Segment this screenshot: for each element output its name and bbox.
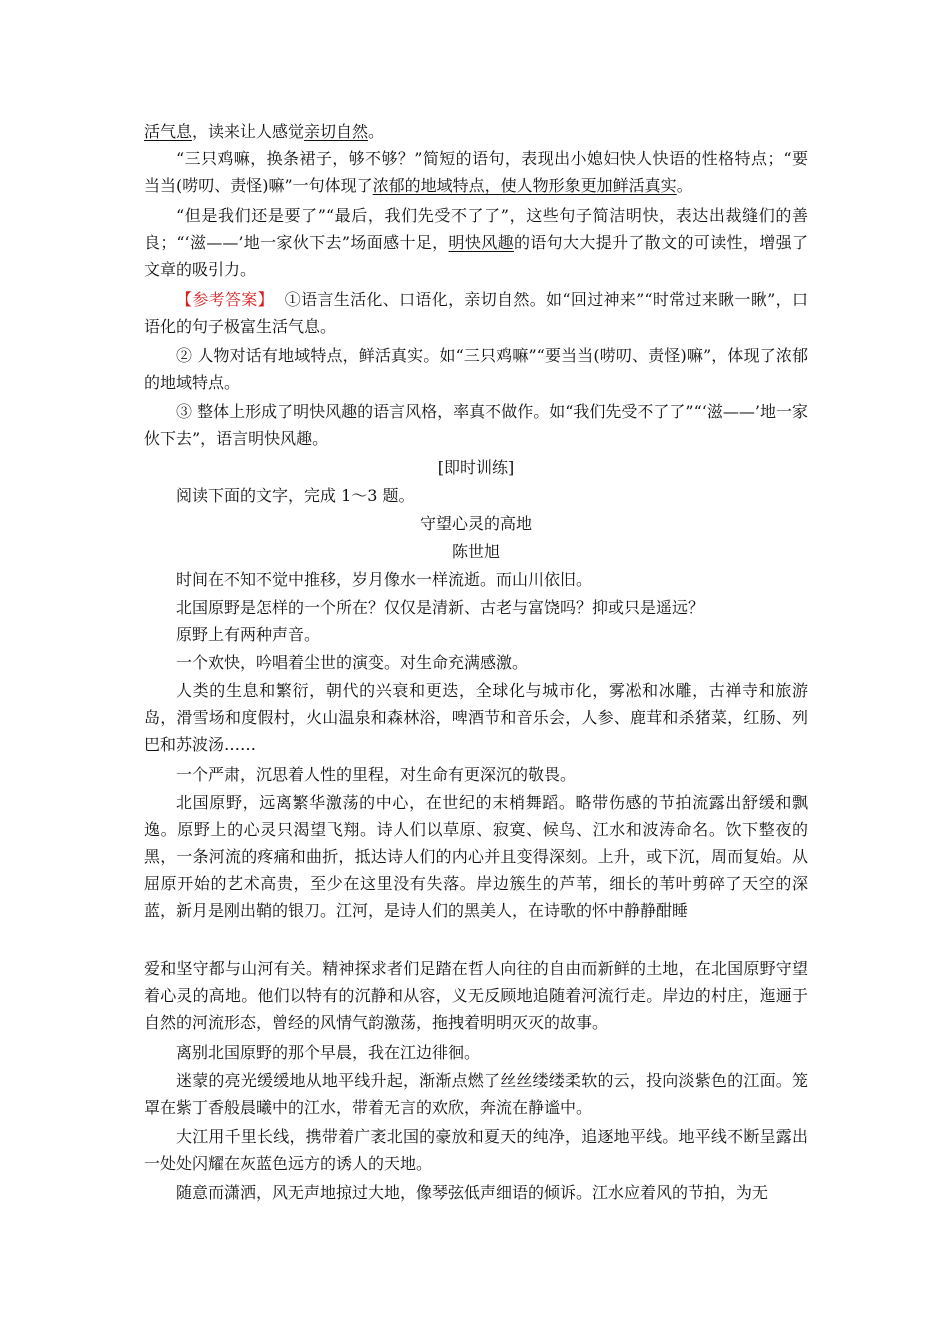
underlined-phrase: 浓郁的地域特点，使人物形象更加鲜活真实 <box>372 176 677 195</box>
article-title: 守望心灵的高地 <box>419 514 532 533</box>
underlined-phrase: 活气息 <box>144 122 193 141</box>
article-author: 陈世旭 <box>451 542 500 561</box>
article-paragraph-continued: 爱和坚守都与山河有关。精神探求者们足踏在哲人向往的自由而新鲜的土地，在北国原野守望着心灵的高地。他们以特有的沉静和从容，义无反顾地追随着河流行走。岸边的村庄，迤逦于自然的河流形态，曾经的风情气韵激荡，拖拽着明明灭灭的故事。 <box>144 959 808 1032</box>
answer-item-1 <box>144 286 808 340</box>
text-run: ①语言生活化、口语化，亲切自然。如“回过神来”“时常过来瞅一瞅”，口语化的句子极富生活气息。 <box>144 290 808 336</box>
article-paragraph: 离别北国原野的那个早晨，我在江边徘徊。 <box>176 1043 481 1062</box>
article-paragraph: 人类的生息和繁衍，朝代的兴衰和更迭，全球化与城市化，雾凇和冰雕，古禅寺和旅游岛，滑雪场和度假村，火山温泉和森林浴，啤酒节和音乐会，人参、鹿茸和杀猪菜，红肠、列巴和苏波汤…… <box>144 681 808 754</box>
section-title: [即时训练] <box>437 458 515 477</box>
article-paragraph: 北国原野是怎样的一个所在？仅仅是清新、古老与富饶吗？抑或只是遥远？ <box>176 598 705 617</box>
article-paragraph: 迷蒙的亮光缓缓地从地平线升起，渐渐点燃了丝丝缕缕柔软的云，投向淡紫色的江面。笼罩在紫丁香般晨曦中的江水，带着无言的欢欣，奔流在静谧中。 <box>144 1071 808 1117</box>
article-paragraph: 一个欢快，吟唱着尘世的演变。对生命充满感激。 <box>176 653 529 672</box>
answer-item-3: ③ 整体上形成了明快风趣的语言风格，率真不做作。如“我们先受不了了”“‘滋——’地一家伙下去”，语言明快风趣。 <box>144 402 808 448</box>
text-run: 的语句大大提升了散文的可读性，增强了文章的吸引力。 <box>144 233 808 279</box>
article-paragraph: 原野上有两种声音。 <box>176 625 321 644</box>
text-run: “但是我们还是要了”“最后，我们先受不了了”，这些句子简洁明快，表达出裁缝们的善良；“‘滋——’地一家伙下去”场面感十足， <box>144 206 808 252</box>
text-run: 。 <box>368 122 385 141</box>
answer-item-2: ② 人物对话有地域特点，鲜活真实。如“三只鸡嘛”“要当当(唠叨、责怪)嘛”，体现了浓郁的地域特点。 <box>144 346 808 392</box>
article-paragraph: 随意而潇洒，风无声地掠过大地，像琴弦低声细语的倾诉。江水应着风的节拍，为无 <box>176 1183 769 1202</box>
paragraph-analysis-1 <box>144 145 808 199</box>
text-run: 。 <box>676 176 693 195</box>
text-run: ，读来让人感觉 <box>192 122 305 141</box>
paragraph-analysis-2 <box>144 202 808 283</box>
article-paragraph: 时间在不知不觉中推移，岁月像水一样流逝。而山川依旧。 <box>176 570 593 589</box>
article-paragraph: 北国原野，远离繁华激荡的中心，在世纪的末梢舞蹈。略带伤感的节拍流露出舒缓和飘逸。原野上的心灵只渴望飞翔。诗人们以草原、寂寞、候鸟、江水和波涛命名。饮下整夜的黑，一条河流的疼痛和曲折，抵达诗人们的内心并且变得深刻。上升，或下沉，周而复始。从屈原开始的艺术高贵，至少在这里没有失落。岸边簇生的芦苇，细长的苇叶剪碎了天空的深蓝，新月是刚出鞘的银刀。江河，是诗人们的黑美人，在诗歌的怀中静静酣睡 <box>144 793 808 920</box>
paragraph-intro-tail <box>144 118 808 145</box>
answer-label: 【参考答案】 <box>176 290 274 309</box>
instruction: 阅读下面的文字，完成 1～3 题。 <box>176 486 415 505</box>
article-paragraph: 大江用千里长线，携带着广袤北国的豪放和夏天的纯净，追逐地平线。地平线不断呈露出一处处闪耀在灰蓝色远方的诱人的天地。 <box>144 1127 808 1173</box>
underlined-phrase: 亲切自然 <box>304 122 369 141</box>
underlined-phrase: 明快风趣 <box>448 233 514 252</box>
article-paragraph: 一个严肃，沉思着人性的里程，对生命有更深沉的敬畏。 <box>176 765 577 784</box>
text-run: “三只鸡嘛，换条裙子，够不够？”简短的语句，表现出小媳妇快人快语的性格特点；“要当当(唠叨、责怪)嘛”一句体现了 <box>144 149 808 195</box>
